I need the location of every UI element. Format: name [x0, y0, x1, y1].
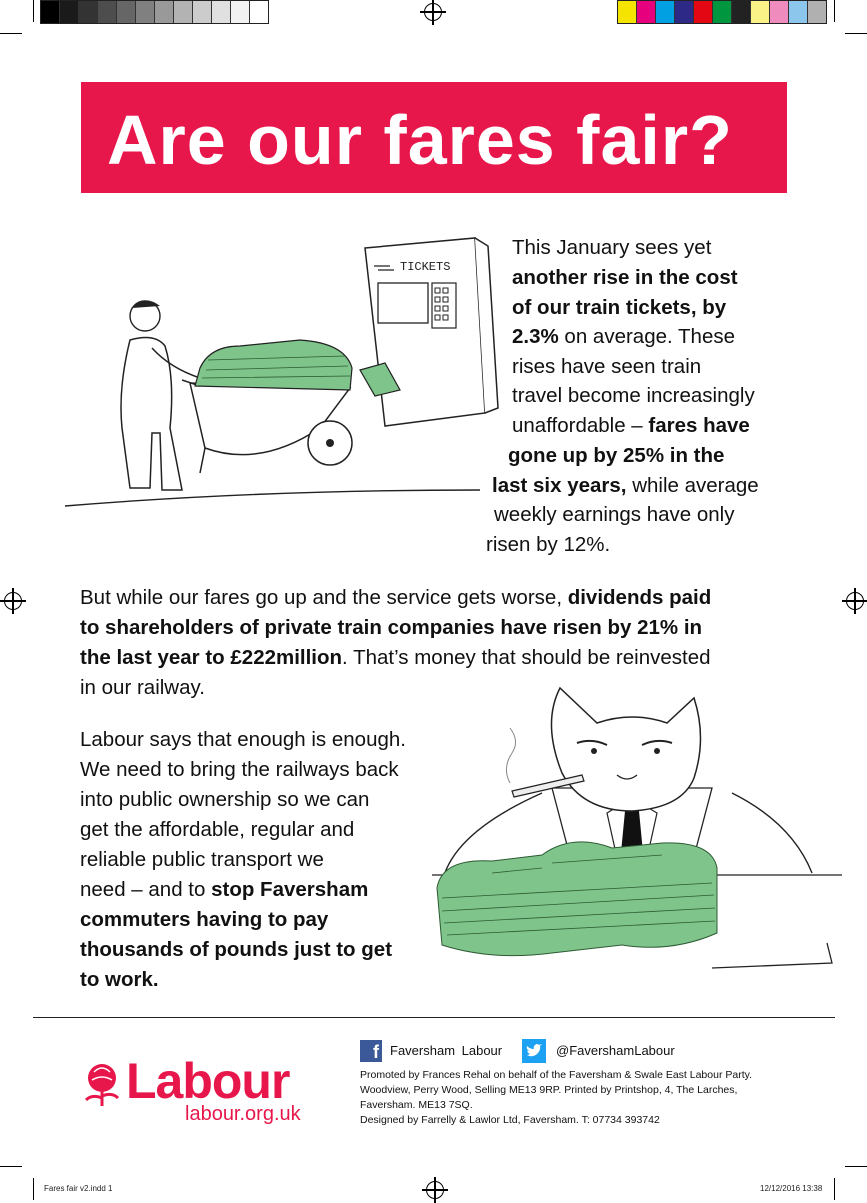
- labour-logo-text: Labour: [126, 1053, 290, 1109]
- imprint-line: Faversham. ME13 7SQ.: [360, 1099, 473, 1111]
- crop-mark: [834, 0, 835, 22]
- crop-mark: [845, 33, 867, 34]
- call-line: Labour says that enough is enough.: [80, 728, 406, 751]
- call-line: get the affordable, regular and: [80, 818, 355, 841]
- registration-mark-top: [424, 3, 442, 21]
- call-line: We need to bring the railways back: [80, 758, 399, 781]
- intro-line: 2.3% on average. These: [512, 325, 736, 348]
- imprint-line: Woodview, Perry Wood, Selling ME13 9RP. Printed by Printshop, 4, The Larches,: [360, 1084, 738, 1096]
- facebook-icon[interactable]: f: [360, 1040, 382, 1062]
- crop-mark: [33, 1178, 34, 1200]
- fat-cat-illustration: [432, 683, 842, 983]
- intro-line: another rise in the cost: [512, 266, 738, 289]
- labour-logo-url[interactable]: labour.org.uk: [185, 1103, 301, 1125]
- call-line: to work.: [80, 968, 159, 991]
- intro-line: unaffordable – fares have: [512, 414, 750, 437]
- call-line: commuters having to pay: [80, 908, 329, 931]
- call-line: reliable public transport we: [80, 848, 324, 871]
- registration-mark-right: [846, 592, 864, 610]
- dividends-line: to shareholders of private train companies have risen by 21% in: [80, 616, 703, 639]
- money-stacks: [437, 842, 717, 956]
- intro-line: risen by 12%.: [486, 533, 611, 556]
- intro-paragraph: [0, 233, 867, 563]
- intro-line: weekly earnings have only: [494, 503, 735, 526]
- crop-mark: [0, 33, 22, 34]
- call-line: need – and to stop Faversham: [80, 878, 369, 901]
- dividends-line: the last year to £222million. That’s money that should be reinvested: [80, 646, 711, 669]
- dividends-line: in our railway.: [80, 676, 205, 699]
- crop-mark: [33, 0, 34, 22]
- intro-line: rises have seen train: [512, 355, 702, 378]
- grayscale-bar: [40, 0, 269, 24]
- machine-label: TICKETS: [400, 260, 451, 274]
- imprint-line: Promoted by Frances Rehal on behalf of the Faversham & Swale East Labour Party.: [360, 1069, 753, 1081]
- intro-line: gone up by 25% in the: [508, 444, 725, 467]
- dividends-line: But while our fares go up and the service gets worse, dividends paid: [80, 586, 712, 609]
- footer-divider: [33, 1017, 835, 1018]
- twitter-icon[interactable]: [522, 1039, 546, 1063]
- twitter-handle[interactable]: @FavershamLabour: [556, 1043, 675, 1058]
- registration-mark-bottom: [426, 1181, 444, 1199]
- crop-mark: [0, 1166, 22, 1167]
- intro-line: of our train tickets, by: [512, 296, 727, 319]
- crop-mark: [845, 1166, 867, 1167]
- call-line: into public ownership so we can: [80, 788, 370, 811]
- headline: Are our fares fair?: [107, 101, 733, 179]
- slug-date: 12/12/2016 13:38: [760, 1184, 823, 1193]
- designer-credit: Designed by Farrelly & Lawlor Ltd, Faversham. T: 07734 393742: [360, 1114, 660, 1126]
- call-paragraph: [80, 725, 450, 995]
- registration-mark-left: [4, 592, 22, 610]
- rose-icon: [80, 1060, 125, 1108]
- call-line: thousands of pounds just to get: [80, 938, 393, 961]
- facebook-handle[interactable]: Faversham Labour: [390, 1043, 503, 1058]
- intro-line: This January sees yet: [512, 236, 712, 259]
- crop-mark: [834, 1178, 835, 1200]
- slug-file: Fares fair v2.indd 1: [44, 1184, 113, 1193]
- color-bar: [617, 0, 827, 24]
- imprint: [360, 1068, 752, 1113]
- intro-line: travel become increasingly: [512, 384, 755, 407]
- intro-line: last six years, while average: [492, 474, 759, 497]
